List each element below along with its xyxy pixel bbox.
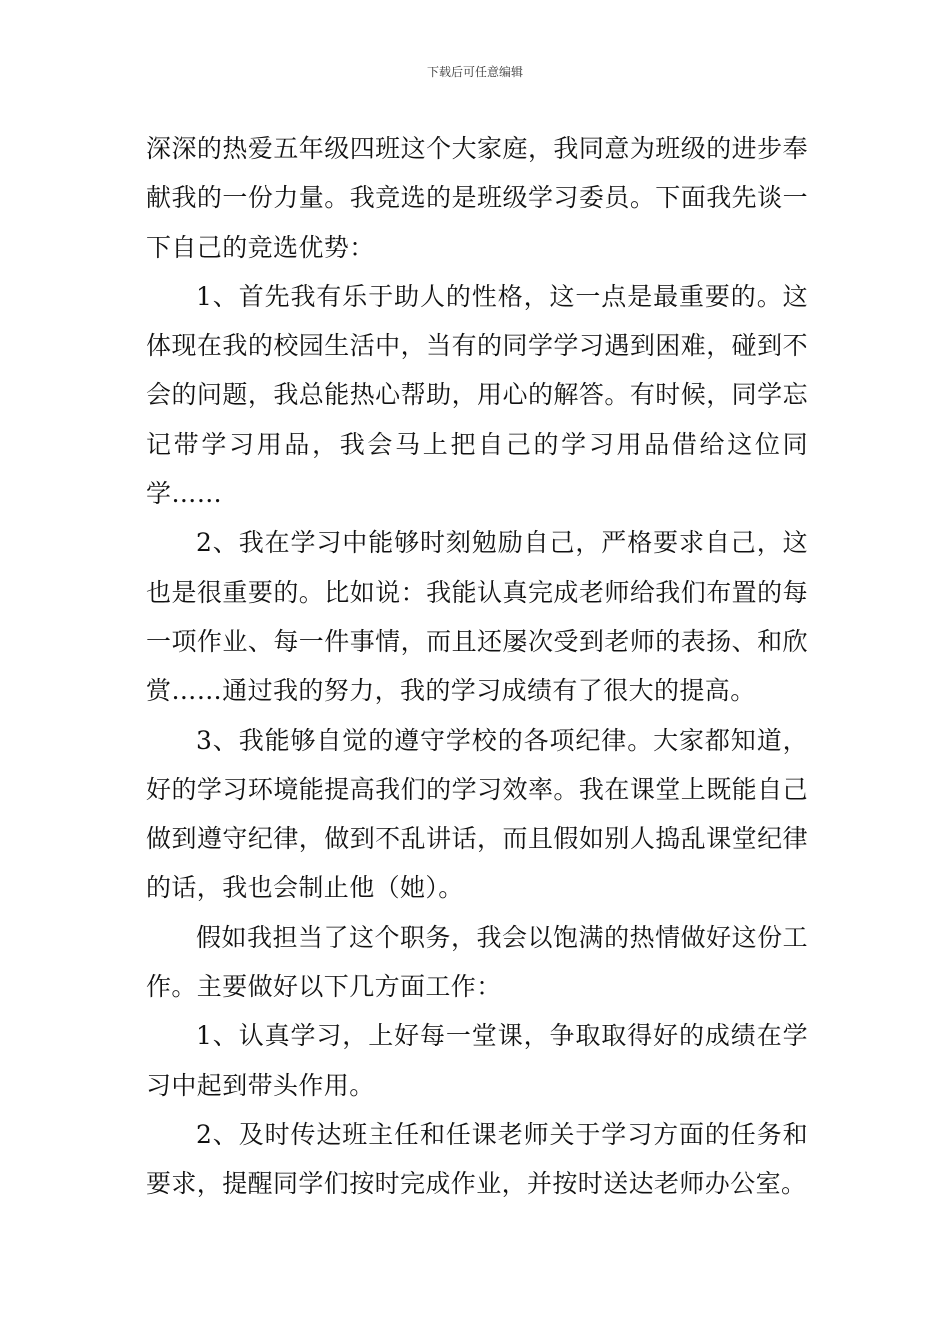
paragraph-advantage-3: 3、我能够自觉的遵守学校的各项纪律。大家都知道，好的学习环境能提高我们的学习效率。我在课堂上既能自己做到遵守纪律，做到不乱讲话，而且假如别人捣乱课堂纪律的话，我也会制止他（她）。	[146, 725, 808, 903]
paragraph-advantage-2: 2、我在学习中能够时刻勉励自己，严格要求自己，这也是很重要的。比如说：我能认真完成老师给我们布置的每一项作业、每一件事情，而且还屡次受到老师的表扬、和欣赏……通过我的努力，我的学习成绩有了很大的提高。	[146, 528, 808, 706]
page-header-note: 下载后可任意编辑	[426, 65, 523, 79]
paragraph-advantage-1: 1、首先我有乐于助人的性格，这一点是最重要的。这体现在我的校园生活中，当有的同学学习遇到困难，碰到不会的问题，我总能热心帮助，用心的解答。有时候，同学忘记带学习用品，我会马上把自己的学习用品借给这位同学……	[146, 281, 808, 509]
paragraph-intro: 深深的热爱五年级四班这个大家庭，我同意为班级的进步奉献我的一份力量。我竞选的是班级学习委员。下面我先谈一下自己的竞选优势：	[146, 134, 808, 262]
paragraph-plan-intro: 假如我担当了这个职务，我会以饱满的热情做好这份工作。主要做好以下几方面工作：	[146, 922, 808, 1002]
paragraph-plan-1: 1、认真学习，上好每一堂课，争取取得好的成绩在学习中起到带头作用。	[146, 1021, 808, 1100]
document-body	[146, 124, 808, 1209]
paragraph-plan-2: 2、及时传达班主任和任课老师关于学习方面的任务和要求，提醒同学们按时完成作业，并按时送达老师办公室。	[146, 1119, 808, 1199]
